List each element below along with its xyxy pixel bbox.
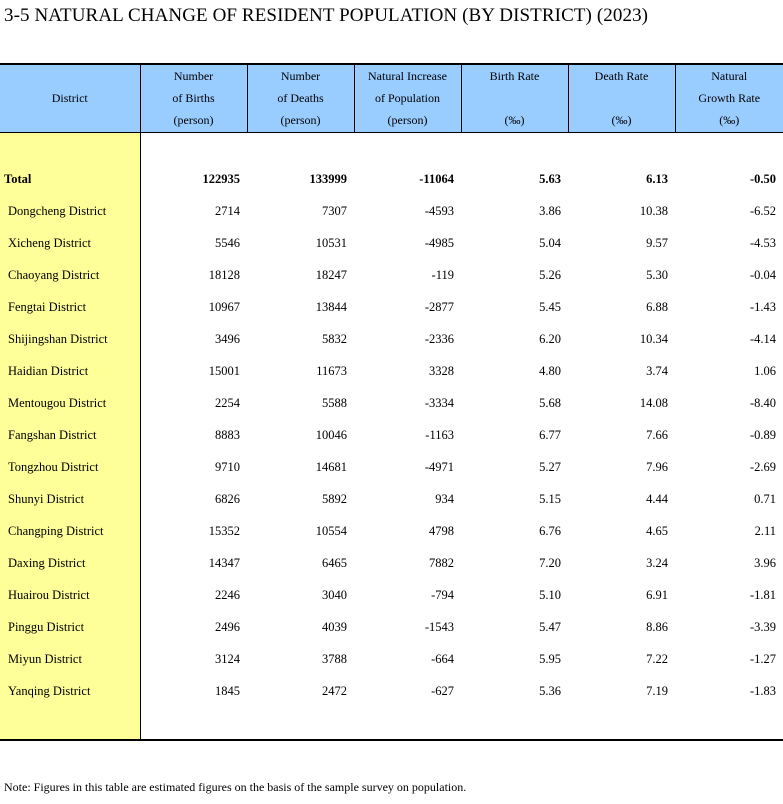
cell-deaths: 10046 [315, 428, 347, 442]
table-row [0, 324, 783, 356]
cell-deaths: 11673 [316, 364, 347, 378]
column-header-line: Natural [711, 69, 748, 84]
column-header-line: Growth Rate [698, 91, 761, 106]
spacer-cell [247, 132, 354, 164]
column-header-line: of Deaths [277, 91, 324, 106]
column-header-deaths [247, 64, 354, 132]
column-header-line: (‰) [611, 113, 632, 128]
cell-district: Mentougou District [0, 388, 140, 420]
cell-district: Xicheng District [0, 228, 140, 260]
total-row [0, 164, 783, 196]
column-header-line: of Population [375, 91, 440, 106]
table-row [0, 484, 783, 516]
cell-death-rate: 14.08 [639, 396, 668, 410]
column-header-line: Death Rate [594, 69, 649, 84]
cell-natural-increase: -664 [431, 652, 454, 666]
cell-birth-rate: 5.10 [539, 588, 561, 602]
table-row [0, 644, 783, 676]
cell-natural-increase: 3328 [429, 364, 454, 378]
cell-natural-increase: 934 [435, 492, 454, 506]
column-header-line: Number [173, 69, 214, 84]
cell-natural-increase: -4985 [424, 236, 454, 250]
cell-natural-increase: -2877 [424, 300, 454, 314]
cell-natural-increase: -794 [431, 588, 454, 602]
spacer-cell [0, 132, 140, 164]
cell-natural-growth-rate: -0.50 [749, 172, 776, 186]
cell-natural-growth-rate: -0.04 [749, 268, 776, 282]
column-header-line: (person) [387, 113, 428, 128]
table-row [0, 196, 783, 228]
cell-death-rate: 10.34 [639, 332, 668, 346]
cell-death-rate: 4.44 [646, 492, 668, 506]
column-header-births [140, 64, 247, 132]
cell-natural-increase: -1163 [425, 428, 454, 442]
cell-district: Miyun District [0, 644, 140, 676]
cell-births: 3124 [215, 652, 240, 666]
cell-births: 1845 [215, 684, 240, 698]
cell-natural-growth-rate: -0.89 [749, 428, 776, 442]
cell-deaths: 3040 [322, 588, 347, 602]
cell-births: 15352 [208, 524, 240, 538]
cell-district: Tongzhou District [0, 452, 140, 484]
table-row [0, 260, 783, 292]
footnote: Note: Figures in this table are estimated figures on the basis of the sample survey on population. [4, 780, 467, 794]
cell-district: Shunyi District [0, 484, 140, 516]
cell-death-rate: 6.88 [646, 300, 668, 314]
table-row [0, 676, 783, 708]
cell-birth-rate: 5.45 [539, 300, 561, 314]
spacer-cell [461, 708, 568, 740]
cell-births: 9710 [215, 460, 240, 474]
table-body [0, 132, 783, 740]
column-header-natural-growth-rate [675, 64, 783, 132]
column-header-line: of Births [172, 91, 215, 106]
cell-birth-rate: 5.26 [539, 268, 561, 282]
cell-deaths: 7307 [322, 204, 347, 218]
spacer-cell [354, 132, 461, 164]
cell-deaths: 5588 [322, 396, 347, 410]
spacer-row [0, 708, 783, 740]
cell-births: 8883 [215, 428, 240, 442]
cell-births: 5546 [215, 236, 240, 250]
spacer-cell [675, 132, 783, 164]
cell-death-rate: 7.22 [646, 652, 668, 666]
spacer-cell [140, 132, 247, 164]
cell-births: 10967 [208, 300, 240, 314]
cell-natural-growth-rate: -6.52 [749, 204, 776, 218]
cell-death-rate: 6.13 [646, 172, 668, 186]
cell-district: Shijingshan District [0, 324, 140, 356]
cell-deaths: 6465 [322, 556, 347, 570]
cell-birth-rate: 5.95 [539, 652, 561, 666]
cell-death-rate: 4.65 [646, 524, 668, 538]
cell-district: Chaoyang District [0, 260, 140, 292]
cell-natural-growth-rate: 2.11 [754, 524, 776, 538]
spacer-cell [0, 708, 140, 740]
column-header-natural-increase [354, 64, 461, 132]
cell-births: 3496 [215, 332, 240, 346]
column-header-line: Number [280, 69, 321, 84]
column-header-birth-rate [461, 64, 568, 132]
cell-birth-rate: 6.20 [539, 332, 561, 346]
cell-district: Pinggu District [0, 612, 140, 644]
table-row [0, 612, 783, 644]
cell-natural-growth-rate: -1.43 [749, 300, 776, 314]
table-row [0, 580, 783, 612]
cell-natural-growth-rate: -8.40 [749, 396, 776, 410]
cell-births: 6826 [215, 492, 240, 506]
cell-natural-growth-rate: -4.53 [749, 236, 776, 250]
cell-natural-growth-rate: 1.06 [754, 364, 776, 378]
cell-birth-rate: 6.77 [539, 428, 561, 442]
cell-deaths: 13844 [315, 300, 347, 314]
column-header-line: District [51, 91, 88, 106]
cell-deaths: 5832 [322, 332, 347, 346]
cell-birth-rate: 5.15 [539, 492, 561, 506]
cell-deaths: 3788 [322, 652, 347, 666]
cell-natural-growth-rate: -1.27 [749, 652, 776, 666]
cell-births: 2714 [215, 204, 240, 218]
cell-deaths: 18247 [315, 268, 347, 282]
cell-deaths: 14681 [315, 460, 347, 474]
cell-birth-rate: 5.63 [539, 172, 561, 186]
cell-deaths: 2472 [322, 684, 347, 698]
page-title: 3-5 NATURAL CHANGE OF RESIDENT POPULATION (BY DISTRICT) (2023) [4, 5, 649, 26]
cell-birth-rate: 5.36 [539, 684, 561, 698]
table-row [0, 292, 783, 324]
spacer-row [0, 132, 783, 164]
cell-natural-growth-rate: -2.69 [749, 460, 776, 474]
cell-death-rate: 3.74 [646, 364, 668, 378]
cell-births: 122935 [202, 172, 240, 186]
cell-births: 14347 [208, 556, 240, 570]
column-header-line: (person) [280, 113, 321, 128]
cell-death-rate: 7.19 [646, 684, 668, 698]
table-row [0, 356, 783, 388]
data-table-container [0, 63, 783, 741]
cell-district: Fangshan District [0, 420, 140, 452]
population-table [0, 63, 783, 741]
spacer-cell [675, 708, 783, 740]
spacer-cell [247, 708, 354, 740]
cell-death-rate: 10.38 [639, 204, 668, 218]
cell-births: 2246 [215, 588, 240, 602]
column-header-line: Natural Increase [368, 69, 447, 84]
column-header-line [569, 87, 675, 109]
cell-birth-rate: 5.27 [539, 460, 561, 474]
cell-birth-rate: 3.86 [539, 204, 561, 218]
cell-deaths: 10554 [315, 524, 347, 538]
cell-district: Dongcheng District [0, 196, 140, 228]
cell-natural-increase: -2336 [424, 332, 454, 346]
table-row [0, 452, 783, 484]
cell-district: Huairou District [0, 580, 140, 612]
cell-birth-rate: 5.47 [539, 620, 561, 634]
cell-deaths: 133999 [309, 172, 347, 186]
spacer-cell [354, 708, 461, 740]
cell-natural-increase: 4798 [429, 524, 454, 538]
cell-death-rate: 7.96 [646, 460, 668, 474]
cell-death-rate: 5.30 [646, 268, 668, 282]
column-header-district [0, 64, 140, 132]
spacer-cell [568, 132, 675, 164]
cell-death-rate: 7.66 [646, 428, 668, 442]
table-row [0, 388, 783, 420]
column-header-line: (person) [173, 113, 214, 128]
spacer-cell [461, 132, 568, 164]
cell-birth-rate: 7.20 [539, 556, 561, 570]
cell-natural-increase: -119 [431, 268, 454, 282]
spacer-cell [568, 708, 675, 740]
column-header-line: (‰) [719, 113, 740, 128]
cell-natural-increase: -1543 [424, 620, 454, 634]
column-header-line: (‰) [504, 113, 525, 128]
cell-death-rate: 6.91 [646, 588, 668, 602]
cell-natural-growth-rate: -1.83 [749, 684, 776, 698]
cell-birth-rate: 6.76 [539, 524, 561, 538]
cell-natural-increase: 7882 [429, 556, 454, 570]
column-header-death-rate [568, 64, 675, 132]
cell-district: Total [0, 164, 140, 196]
cell-district: Fengtai District [0, 292, 140, 324]
table-row [0, 516, 783, 548]
cell-birth-rate: 4.80 [539, 364, 561, 378]
column-header-line: Birth Rate [489, 69, 540, 84]
cell-deaths: 10531 [315, 236, 347, 250]
cell-natural-growth-rate: -1.81 [749, 588, 776, 602]
cell-birth-rate: 5.04 [539, 236, 561, 250]
header-row [0, 64, 783, 132]
cell-deaths: 5892 [322, 492, 347, 506]
cell-death-rate: 8.86 [646, 620, 668, 634]
cell-district: Changping District [0, 516, 140, 548]
cell-births: 2496 [215, 620, 240, 634]
cell-deaths: 4039 [322, 620, 347, 634]
cell-district: Haidian District [0, 356, 140, 388]
cell-death-rate: 9.57 [646, 236, 668, 250]
cell-natural-increase: -4593 [424, 204, 454, 218]
cell-birth-rate: 5.68 [539, 396, 561, 410]
cell-natural-growth-rate: 0.71 [754, 492, 776, 506]
cell-natural-increase: -3334 [424, 396, 454, 410]
table-row [0, 548, 783, 580]
table-row [0, 420, 783, 452]
cell-district: Daxing District [0, 548, 140, 580]
cell-natural-increase: -11064 [419, 172, 454, 186]
cell-natural-growth-rate: -4.14 [749, 332, 776, 346]
cell-natural-growth-rate: -3.39 [749, 620, 776, 634]
spacer-cell [140, 708, 247, 740]
cell-natural-increase: -4971 [424, 460, 454, 474]
cell-death-rate: 3.24 [646, 556, 668, 570]
column-header-line [462, 87, 568, 109]
cell-natural-increase: -627 [431, 684, 454, 698]
cell-natural-growth-rate: 3.96 [754, 556, 776, 570]
cell-births: 2254 [215, 396, 240, 410]
cell-births: 15001 [208, 364, 240, 378]
cell-district: Yanqing District [0, 676, 140, 708]
cell-births: 18128 [208, 268, 240, 282]
table-row [0, 228, 783, 260]
